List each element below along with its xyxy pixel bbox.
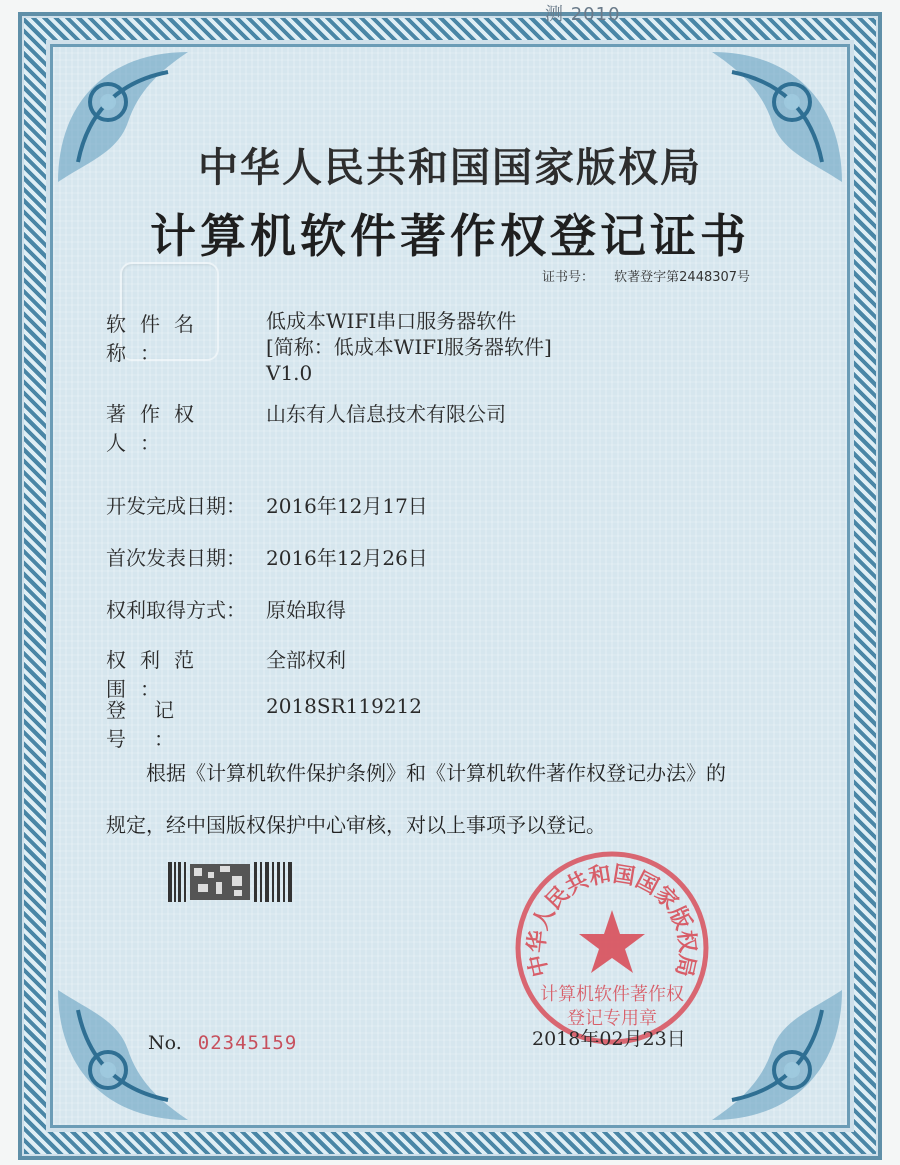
pub-date-value: 2016年12月26日	[266, 546, 428, 570]
software-name-label: 软件名称：	[106, 312, 208, 365]
seal-line-2: 登记专用章	[567, 1008, 657, 1029]
software-name-line: [简称：低成本WIFI服务器软件]	[266, 335, 552, 359]
body-paragraph-line-2: 规定，经中国版权保护中心审核，对以上事项予以登记。	[106, 813, 606, 837]
dev-date-label: 开发完成日期：	[106, 494, 246, 518]
software-name-line: V1.0	[266, 361, 313, 385]
serial-number	[148, 1032, 297, 1054]
body-paragraph-line-1: 根据《计算机软件保护条例》和《计算机软件著作权登记办法》的	[146, 761, 726, 785]
field-dev-date	[106, 490, 428, 519]
field-pub-date	[106, 542, 428, 571]
software-name-value	[266, 308, 552, 386]
certificate-number	[542, 266, 750, 285]
field-reg-no	[106, 694, 422, 752]
handwritten-note: 测 2010	[545, 4, 621, 25]
certificate-number-value: 软著登字第2448307号	[614, 270, 751, 285]
pub-date-label: 首次发表日期：	[106, 546, 246, 570]
software-name-line: 低成本WIFI串口服务器软件	[266, 309, 517, 333]
reg-no-value: 2018SR119212	[266, 694, 423, 718]
certificate-title: 计算机软件著作权登记证书	[150, 209, 750, 263]
dev-date-value: 2016年12月17日	[266, 494, 428, 518]
field-method	[106, 594, 346, 623]
owner-value: 山东有人信息技术有限公司	[266, 402, 506, 426]
field-software-name	[106, 308, 552, 386]
star-icon	[579, 910, 645, 973]
serial-number-value: 02345159	[197, 1032, 298, 1054]
issue-date: 2018年02月23日	[532, 1028, 686, 1050]
seal-arc-text: 中华人民共和国国家版权局	[523, 861, 701, 980]
corner-ornament-bottom-left	[48, 980, 198, 1130]
corner-ornament-bottom-right	[702, 980, 852, 1130]
method-value: 原始取得	[266, 598, 346, 622]
certificate-number-label: 证书号：	[542, 270, 595, 285]
scope-label: 权利范围：	[106, 648, 208, 701]
field-owner	[106, 398, 506, 456]
reg-no-label: 登记号：	[106, 698, 202, 751]
official-red-seal	[512, 848, 712, 1048]
scope-value: 全部权利	[266, 648, 346, 672]
method-label: 权利取得方式：	[106, 598, 246, 622]
seal-line-1: 计算机软件著作权	[540, 984, 684, 1005]
serial-number-label: No.	[148, 1032, 182, 1054]
agency-title: 中华人民共和国国家版权局	[198, 144, 702, 191]
owner-label: 著作权人：	[106, 402, 208, 455]
barcode-icon	[168, 862, 292, 902]
